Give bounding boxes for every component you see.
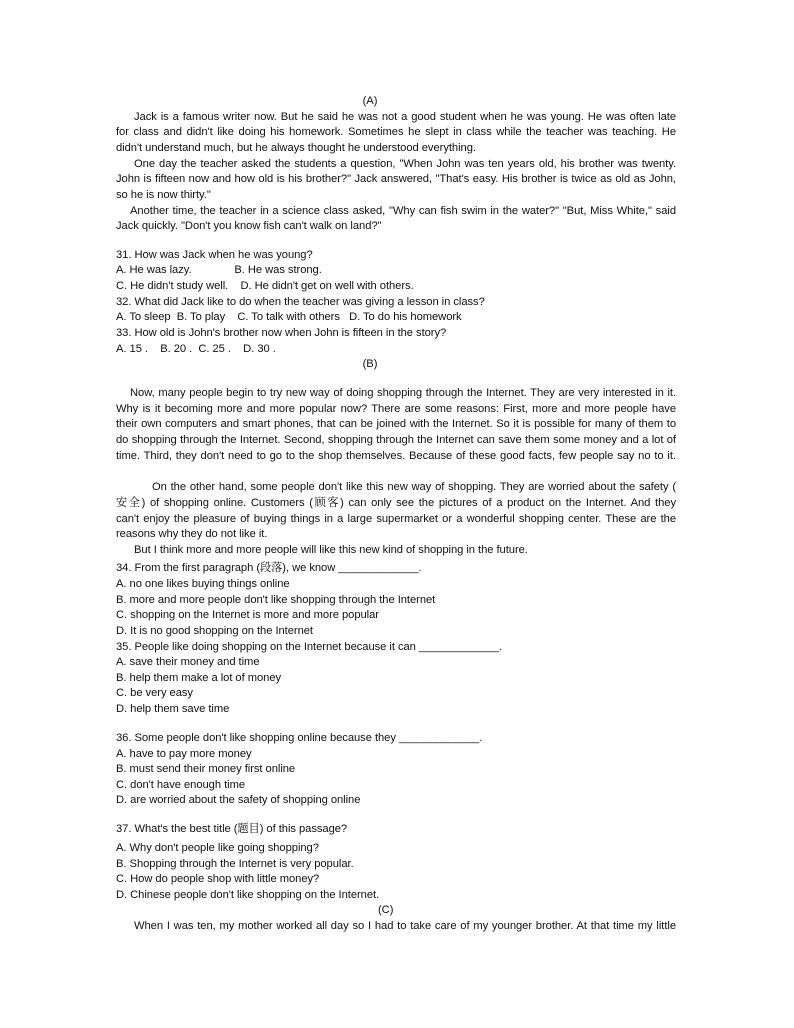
passage-line: When I was ten, my mother worked all day so I had to take care of my younger brother. At that time my little bbox=[134, 920, 676, 932]
question-option: D. are worried about the safety of shopping online bbox=[116, 794, 361, 806]
passage-line: Jack quickly. "Don't you know fish can't walk on land?" bbox=[116, 220, 382, 232]
question-option: C. shopping on the Internet is more and more popular bbox=[116, 609, 379, 621]
passage-line: But I think more and more people will like this new kind of shopping in the future. bbox=[134, 544, 528, 556]
question-option: B. help them make a lot of money bbox=[116, 672, 282, 684]
passage-line: Why is it becoming more and more popular now? There are some reasons: First, more and more people have bbox=[116, 403, 676, 415]
question-option: C. be very easy bbox=[116, 687, 193, 699]
question-32: 32. What did Jack like to do when the teacher was giving a lesson in class? bbox=[116, 296, 485, 308]
passage-line: Another time, the teacher in a science class asked, "Why can fish swim in the water?" "But, Miss White," said bbox=[130, 205, 676, 217]
question-option: C. don't have enough time bbox=[116, 779, 246, 791]
passage-line: Now, many people begin to try new way of doing shopping through the Internet. They are very interested in it. bbox=[130, 387, 676, 399]
passage-line: can't enjoy the pleasure of buying things in a large supermarket or a wonderful shopping center. These are the bbox=[116, 513, 676, 525]
question-37: 37. What's the best title (题目) of this passage? bbox=[116, 823, 348, 835]
section-c-heading: (C) bbox=[378, 904, 394, 916]
section-b-heading: (B) bbox=[362, 358, 378, 370]
question-option: B. more and more people don't like shopping through the Internet bbox=[116, 594, 436, 606]
question-35: 35. People like doing shopping on the Internet because it can _____________. bbox=[116, 641, 503, 653]
passage-line: reasons why they do not like it. bbox=[116, 528, 268, 540]
question-option: A. Why don't people like going shopping? bbox=[116, 842, 319, 854]
question-31: 31. How was Jack when he was young? bbox=[116, 249, 313, 261]
passage-line: didn't understand much, but he always thought he understood everything. bbox=[116, 142, 476, 154]
question-option: A. save their money and time bbox=[116, 656, 260, 668]
section-a-heading: (A) bbox=[362, 95, 378, 107]
question-option: C. He didn't study well. D. He didn't get on well with others. bbox=[116, 280, 414, 292]
question-option: D. Chinese people don't like shopping on the Internet. bbox=[116, 889, 380, 901]
question-option: D. It is no good shopping on the Internet bbox=[116, 625, 313, 637]
question-option: A. 15 . B. 20 . C. 25 . D. 30 . bbox=[116, 343, 276, 355]
question-34: 34. From the first paragraph (段落), we know _____________. bbox=[116, 562, 422, 574]
passage-line: their own computers and smart phones, that can be joined with the Internet. So it is possible for many of them to bbox=[116, 418, 676, 430]
question-option: A. He was lazy. B. He was strong. bbox=[116, 264, 322, 276]
passage-line: 安全) of shopping online. Customers (顾客) can only see the pictures of a product on the Internet. And they bbox=[116, 497, 676, 509]
passage-line: One day the teacher asked the students a question, "When John was ten years old, his brother was twenty. bbox=[134, 158, 676, 170]
passage-line: Jack is a famous writer now. But he said he was not a good student when he was young. He was often late bbox=[134, 111, 676, 123]
question-option: B. Shopping through the Internet is very popular. bbox=[116, 858, 354, 870]
passage-line: On the other hand, some people don't like this new way of shopping. They are worried about the safety ( bbox=[152, 481, 676, 493]
question-33: 33. How old is John's brother now when John is fifteen in the story? bbox=[116, 327, 447, 339]
question-option: D. help them save time bbox=[116, 703, 230, 715]
question-option: B. must send their money first online bbox=[116, 763, 296, 775]
passage-line: John is fifteen now and how old is his brother?" Jack answered, "That's easy. His brother is twice as old as John, bbox=[116, 173, 676, 185]
passage-line: for class and didn't like doing his homework. Sometimes he slept in class while the teacher was teaching. He bbox=[116, 126, 676, 138]
question-option: A. To sleep B. To play C. To talk with others D. To do his homework bbox=[116, 311, 462, 323]
passage-line: so he is now thirty." bbox=[116, 189, 211, 201]
question-option: A. no one likes buying things online bbox=[116, 578, 290, 590]
passage-line: time. Third, they don't need to go to the shop themselves. Because of these good facts, few people say no to it. bbox=[116, 450, 676, 462]
question-36: 36. Some people don't like shopping online because they _____________. bbox=[116, 732, 483, 744]
question-option: C. How do people shop with little money? bbox=[116, 873, 320, 885]
question-option: A. have to pay more money bbox=[116, 748, 252, 760]
passage-line: do shopping through the Internet. Second, shopping through the Internet can save them some money and a lot of bbox=[116, 434, 676, 446]
